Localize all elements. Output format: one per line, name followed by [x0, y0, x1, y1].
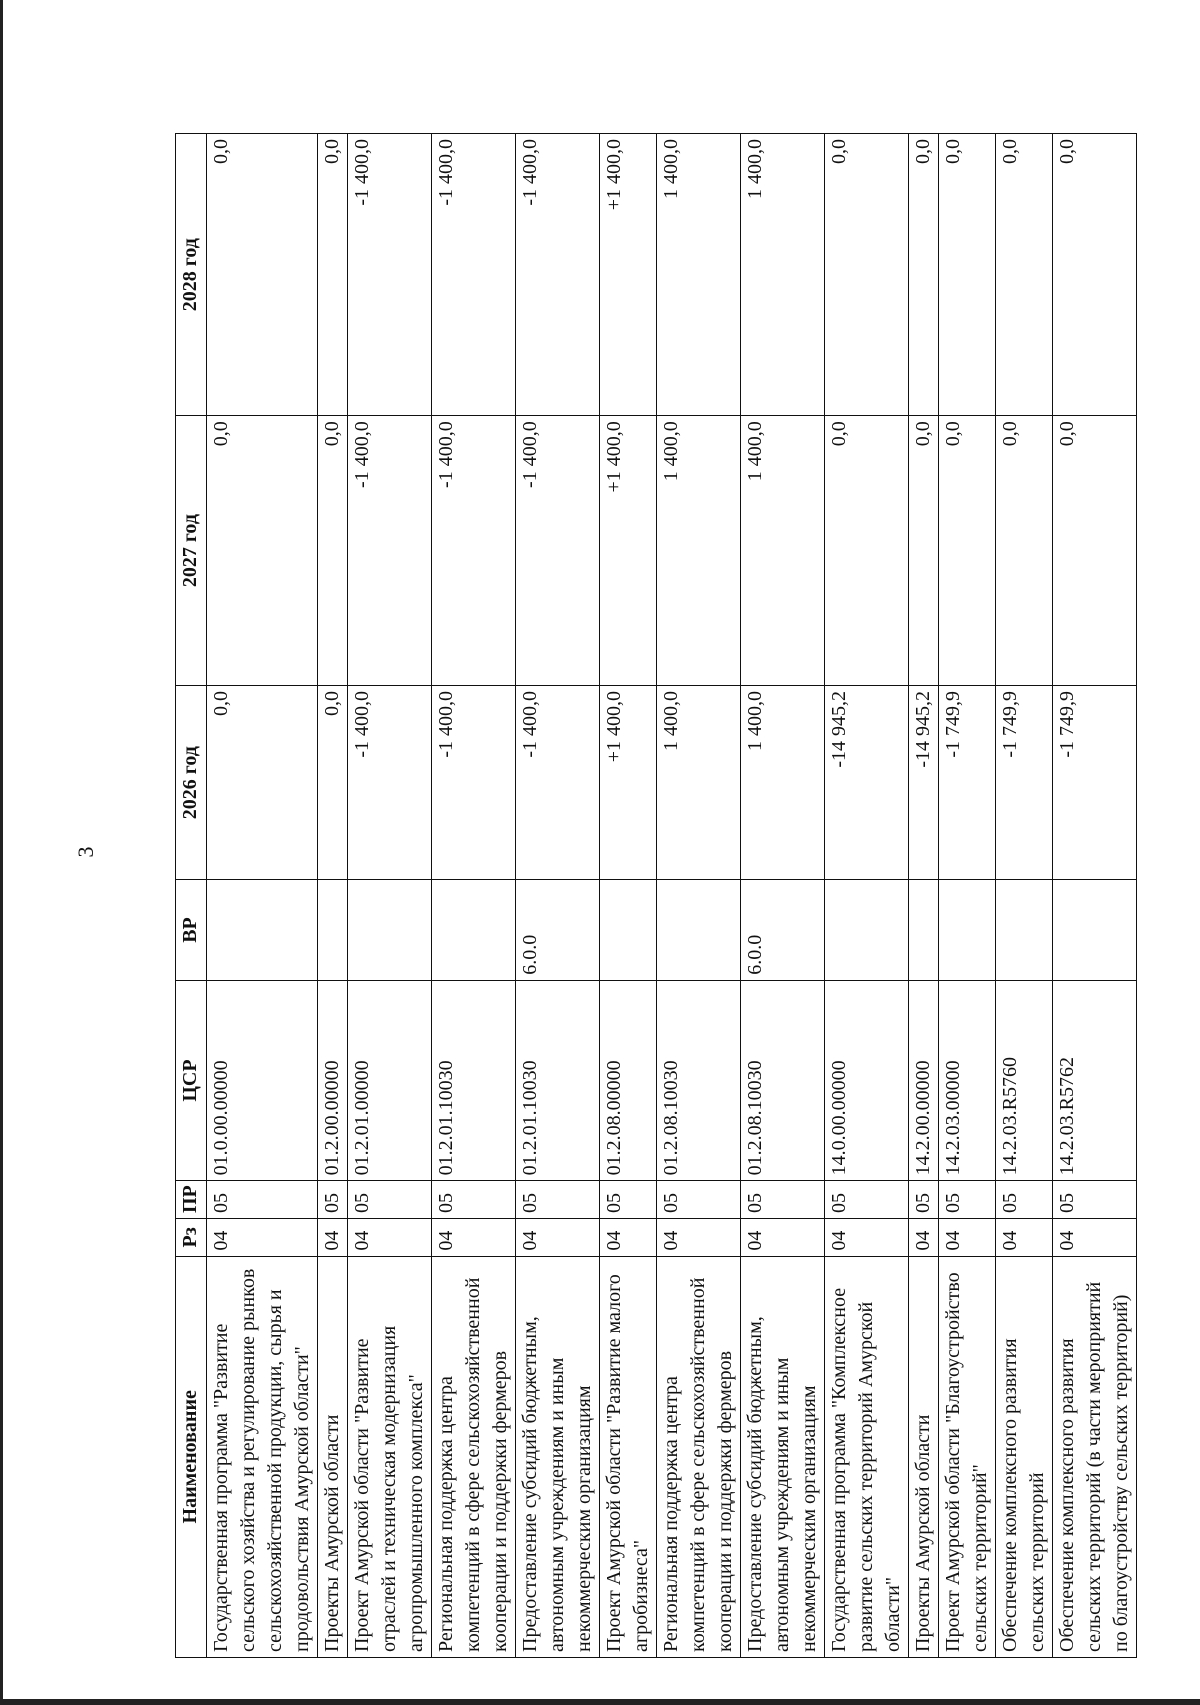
cell-name: Региональная поддержка центра компетенций в сфере сельскохозяйственной кооперации и поддержки фермеров [432, 1256, 516, 1657]
header-2027: 2027 год [176, 416, 207, 686]
cell-rz: 04 [939, 1219, 996, 1257]
cell-name: Проекты Амурской области [318, 1256, 348, 1657]
cell-pr: 05 [207, 1181, 318, 1219]
header-pr: ПР [176, 1181, 207, 1219]
cell-pr: 05 [516, 1181, 600, 1219]
table-row [939, 134, 996, 1658]
cell-vr: 6.0.0 [516, 880, 600, 980]
cell-2027: 1 400,0 [741, 416, 825, 686]
header-rz: Рз [176, 1219, 207, 1257]
cell-rz: 04 [348, 1219, 432, 1257]
cell-rz: 04 [657, 1219, 741, 1257]
scan-edge-bottom [0, 1699, 1200, 1705]
cell-vr [996, 880, 1053, 980]
table-header-row [176, 134, 207, 1658]
cell-pr: 05 [318, 1181, 348, 1219]
cell-rz: 04 [432, 1219, 516, 1257]
cell-rz: 04 [207, 1219, 318, 1257]
cell-pr: 05 [657, 1181, 741, 1219]
cell-rz: 04 [741, 1219, 825, 1257]
cell-vr [432, 880, 516, 980]
cell-csr: 14.2.00.00000 [909, 980, 939, 1181]
cell-2028: -1 400,0 [348, 134, 432, 416]
cell-2026: -1 749,9 [1053, 685, 1137, 879]
cell-2027: 1 400,0 [657, 416, 741, 686]
cell-2026: +1 400,0 [600, 685, 657, 879]
cell-name: Предоставление субсидий бюджетным, автономным учреждениям и иным некоммерческим организациям [741, 1256, 825, 1657]
cell-name: Обеспечение комплексного развития сельских территорий (в части мероприятий по благоустройству сельских территорий) [1053, 1256, 1137, 1657]
table-row [600, 134, 657, 1658]
cell-csr: 01.2.01.10030 [516, 980, 600, 1181]
cell-name: Региональная поддержка центра компетенций в сфере сельскохозяйственной кооперации и поддержки фермеров [657, 1256, 741, 1657]
cell-rz: 04 [1053, 1219, 1137, 1257]
table-row [996, 134, 1053, 1658]
cell-2026: 0,0 [318, 685, 348, 879]
cell-pr: 05 [996, 1181, 1053, 1219]
cell-2028: 0,0 [909, 134, 939, 416]
cell-2026: 1 400,0 [741, 685, 825, 879]
cell-2026: -14 945,2 [909, 685, 939, 879]
cell-csr: 01.2.08.00000 [600, 980, 657, 1181]
cell-2028: 0,0 [825, 134, 909, 416]
cell-2026: -14 945,2 [825, 685, 909, 879]
cell-pr: 05 [432, 1181, 516, 1219]
cell-2026: 0,0 [207, 685, 318, 879]
cell-2027: 0,0 [318, 416, 348, 686]
cell-csr: 01.0.00.00000 [207, 980, 318, 1181]
cell-2028: 1 400,0 [657, 134, 741, 416]
cell-pr: 05 [939, 1181, 996, 1219]
cell-csr: 01.2.01.00000 [348, 980, 432, 1181]
table-row [825, 134, 909, 1658]
cell-rz: 04 [600, 1219, 657, 1257]
header-name: Наименование [176, 1256, 207, 1657]
cell-vr [939, 880, 996, 980]
table-row [432, 134, 516, 1658]
cell-2028: 0,0 [996, 134, 1053, 416]
cell-name: Государственная программа "Комплексное развитие сельских территорий Амурской области" [825, 1256, 909, 1657]
cell-2028: +1 400,0 [600, 134, 657, 416]
cell-vr [909, 880, 939, 980]
table-row [909, 134, 939, 1658]
cell-2028: 0,0 [318, 134, 348, 416]
cell-2028: 0,0 [939, 134, 996, 416]
cell-2027: 0,0 [909, 416, 939, 686]
table-row [516, 134, 600, 1658]
cell-name: Проект Амурской области "Развитие малого агробизнеса" [600, 1256, 657, 1657]
cell-name: Проект Амурской области "Благоустройство сельских территорий" [939, 1256, 996, 1657]
cell-2028: 0,0 [207, 134, 318, 416]
cell-vr [207, 880, 318, 980]
cell-pr: 05 [909, 1181, 939, 1219]
cell-vr [1053, 880, 1137, 980]
cell-csr: 01.2.00.00000 [318, 980, 348, 1181]
cell-csr: 01.2.08.10030 [657, 980, 741, 1181]
table-row [657, 134, 741, 1658]
cell-2027: -1 400,0 [432, 416, 516, 686]
cell-vr [825, 880, 909, 980]
cell-name: Государственная программа "Развитие сельского хозяйства и регулирование рынков сельскохозяйственной продукции, сырья и продовольствия Амурской области" [207, 1256, 318, 1657]
cell-csr: 01.2.01.10030 [432, 980, 516, 1181]
cell-2026: -1 400,0 [348, 685, 432, 879]
cell-2027: 0,0 [825, 416, 909, 686]
cell-rz: 04 [318, 1219, 348, 1257]
cell-2027: 0,0 [939, 416, 996, 686]
header-2026: 2026 год [176, 685, 207, 879]
cell-2028: 0,0 [1053, 134, 1137, 416]
cell-rz: 04 [516, 1219, 600, 1257]
cell-csr: 14.2.03.00000 [939, 980, 996, 1181]
cell-2027: -1 400,0 [348, 416, 432, 686]
table-row [318, 134, 348, 1658]
table-row [207, 134, 318, 1658]
scan-edge-left [0, 0, 3, 1705]
cell-2026: -1 749,9 [939, 685, 996, 879]
cell-rz: 04 [909, 1219, 939, 1257]
cell-2027: 0,0 [996, 416, 1053, 686]
cell-vr: 6.0.0 [741, 880, 825, 980]
cell-name: Предоставление субсидий бюджетным, автономным учреждениям и иным некоммерческим организациям [516, 1256, 600, 1657]
cell-pr: 05 [1053, 1181, 1137, 1219]
cell-name: Проект Амурской области "Развитие отраслей и техническая модернизация агропромышленного комплекса" [348, 1256, 432, 1657]
cell-rz: 04 [825, 1219, 909, 1257]
cell-vr [348, 880, 432, 980]
cell-2026: -1 400,0 [516, 685, 600, 879]
cell-vr [657, 880, 741, 980]
table-row [348, 134, 432, 1658]
budget-table [175, 133, 1137, 1658]
cell-rz: 04 [996, 1219, 1053, 1257]
cell-2026: -1 749,9 [996, 685, 1053, 879]
cell-2027: 0,0 [1053, 416, 1137, 686]
cell-vr [318, 880, 348, 980]
cell-2027: -1 400,0 [516, 416, 600, 686]
cell-pr: 05 [825, 1181, 909, 1219]
cell-csr: 14.0.00.00000 [825, 980, 909, 1181]
page-number: 3 [73, 846, 98, 858]
table-body [207, 134, 1137, 1658]
rotated-table-container [175, 133, 1132, 1658]
header-csr: ЦСР [176, 980, 207, 1181]
cell-2027: 0,0 [207, 416, 318, 686]
cell-vr [600, 880, 657, 980]
cell-2026: -1 400,0 [432, 685, 516, 879]
cell-2028: -1 400,0 [516, 134, 600, 416]
cell-csr: 01.2.08.10030 [741, 980, 825, 1181]
table-row [1053, 134, 1137, 1658]
cell-pr: 05 [600, 1181, 657, 1219]
cell-name: Проекты Амурской области [909, 1256, 939, 1657]
cell-pr: 05 [741, 1181, 825, 1219]
cell-2028: 1 400,0 [741, 134, 825, 416]
header-vr: ВР [176, 880, 207, 980]
cell-2028: -1 400,0 [432, 134, 516, 416]
cell-2027: +1 400,0 [600, 416, 657, 686]
table-row [741, 134, 825, 1658]
cell-csr: 14.2.03.R5762 [1053, 980, 1137, 1181]
header-2028: 2028 год [176, 134, 207, 416]
cell-name: Обеспечение комплексного развития сельских территорий [996, 1256, 1053, 1657]
cell-2026: 1 400,0 [657, 685, 741, 879]
cell-pr: 05 [348, 1181, 432, 1219]
cell-csr: 14.2.03.R5760 [996, 980, 1053, 1181]
